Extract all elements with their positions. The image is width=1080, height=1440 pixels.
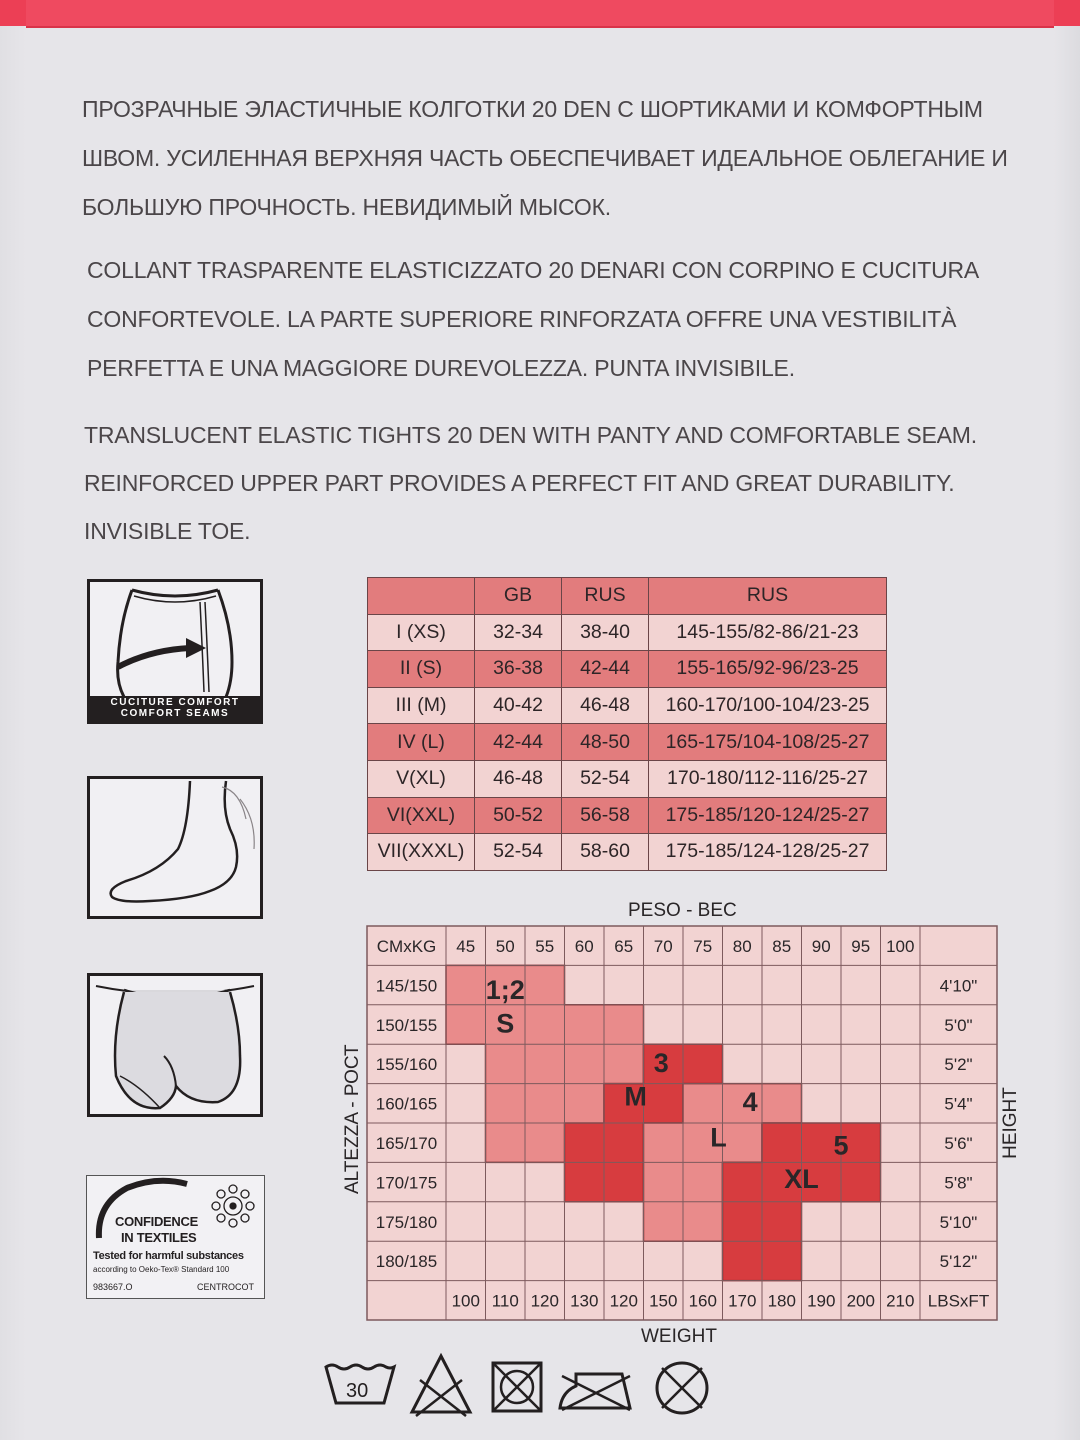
lbs-label: 190 xyxy=(807,1291,836,1311)
description-ru-line: ШВОМ. УСИЛЕННАЯ ВЕРХНЯЯ ЧАСТЬ ОБЕСПЕЧИВАЕТ ИДЕАЛЬНОЕ ОБЛЕГАНИЕ И xyxy=(82,145,1008,171)
lbs-label: 110 xyxy=(491,1291,519,1311)
kg-label: 80 xyxy=(732,937,752,956)
height-ft-label: 5'6" xyxy=(944,1134,973,1153)
chart-bottom-label: WEIGHT xyxy=(641,1326,717,1347)
size-table-cell: IV (L) xyxy=(368,724,475,761)
oeko-standard: according to Oeko-Tex® Standard 100 xyxy=(93,1265,230,1274)
wash-temp-label: 30 xyxy=(346,1380,369,1402)
zone-number-label: 1;2 xyxy=(485,974,525,1005)
zone-size-label: S xyxy=(496,1008,515,1039)
size-table-cell: 48-50 xyxy=(562,724,649,761)
zone-number-label: 4 xyxy=(742,1087,758,1118)
oeko-institute: CENTROCOT xyxy=(197,1282,254,1292)
oeko-title-2: IN TEXTILES xyxy=(121,1230,197,1245)
size-table-cell: 42-44 xyxy=(475,724,562,761)
height-ft-label: 5'2" xyxy=(944,1055,973,1075)
zone-size-label: M xyxy=(624,1081,647,1112)
zone-number-label: 5 xyxy=(833,1130,849,1161)
size-table-cell: 50-52 xyxy=(475,797,562,834)
size-table-cell: 175-185/124-128/25-27 xyxy=(649,834,887,871)
height-cm-label: 145/150 xyxy=(375,976,438,996)
kg-label: 90 xyxy=(811,937,831,956)
lbs-unit-label: LBSxFT xyxy=(927,1291,990,1311)
lbs-label: 100 xyxy=(451,1291,480,1311)
height-cm-label: 160/165 xyxy=(375,1094,438,1114)
no-iron-icon xyxy=(556,1362,638,1416)
chart-left-label: ALTEZZA - РОСТ xyxy=(342,1044,363,1194)
zone-size-label: L xyxy=(710,1122,727,1153)
oeko-number: 983667.O xyxy=(93,1282,133,1292)
height-ft-label: 5'12" xyxy=(939,1252,978,1272)
lbs-label: 160 xyxy=(688,1291,717,1311)
size-table-header-cell: GB xyxy=(475,578,562,615)
lbs-label: 130 xyxy=(570,1291,599,1311)
kg-label: 85 xyxy=(772,937,792,956)
height-cm-label: 180/185 xyxy=(375,1252,438,1272)
lbs-label: 210 xyxy=(886,1291,915,1311)
size-table-cell: VI(XXL) xyxy=(368,797,475,834)
lbs-label: 120 xyxy=(609,1291,638,1311)
size-table-cell: 58-60 xyxy=(562,834,649,871)
size-table-header-cell: RUS xyxy=(649,578,887,615)
no-dry-clean-icon xyxy=(652,1358,712,1418)
lbs-label: 120 xyxy=(530,1291,559,1311)
size-table-cell: 170-180/112-116/25-27 xyxy=(649,760,887,797)
size-table-cell: III (M) xyxy=(368,687,475,724)
kg-label: 100 xyxy=(886,937,915,956)
height-ft-label: 5'10" xyxy=(939,1212,978,1232)
height-cm-label: 170/175 xyxy=(375,1173,438,1193)
size-table-cell: 52-54 xyxy=(475,834,562,871)
size-table-cell: 160-170/100-104/23-25 xyxy=(649,687,887,724)
kg-label: 70 xyxy=(653,937,673,956)
size-table-cell: 165-175/104-108/25-27 xyxy=(649,724,887,761)
description-it-line: PERFETTA E UNA MAGGIORE DUREVOLEZZA. PUNTA INVISIBILE. xyxy=(87,355,795,381)
size-table-cell: 40-42 xyxy=(475,687,562,724)
height-ft-label: 5'0" xyxy=(944,1015,973,1035)
zone-number-label: 3 xyxy=(653,1047,669,1078)
description-it-line: COLLANT TRASPARENTE ELASTICIZZATO 20 DENARI CON CORPINO E CUCITURA xyxy=(87,257,980,283)
height-cm-label: 150/155 xyxy=(375,1015,438,1035)
comfort-seam-caption-1: CUCITURE COMFORT xyxy=(110,697,240,708)
kg-label: 65 xyxy=(614,937,634,956)
no-bleach-icon xyxy=(408,1352,474,1418)
chart-right-label: HEIGHT xyxy=(1000,1087,1021,1159)
chart-top-label: PESO - ВЕС xyxy=(628,900,737,921)
oeko-tested: Tested for harmful substances xyxy=(93,1250,244,1262)
comfort-seam-caption-2: COMFORT SEAMS xyxy=(120,708,230,719)
description-ru-line: БОЛЬШУЮ ПРОЧНОСТЬ. НЕВИДИМЫЙ МЫСОК. xyxy=(82,194,611,220)
kg-label: 50 xyxy=(495,937,515,956)
size-table-cell: 52-54 xyxy=(562,760,649,797)
height-cm-label: 175/180 xyxy=(375,1212,438,1232)
size-table-cell: II (S) xyxy=(368,651,475,688)
size-table-cell: V(XL) xyxy=(368,760,475,797)
size-table-cell: 42-44 xyxy=(562,651,649,688)
size-table-cell: 38-40 xyxy=(562,614,649,651)
size-table-cell: 145-155/82-86/21-23 xyxy=(649,614,887,651)
description-it-line: CONFORTEVOLE. LA PARTE SUPERIORE RINFORZATA OFFRE UNA VESTIBILITÀ xyxy=(87,306,957,332)
height-cm-label: 165/170 xyxy=(375,1134,438,1153)
height-cm-label: 155/160 xyxy=(375,1055,438,1075)
wash-30-icon xyxy=(322,1355,398,1415)
description-en-line: REINFORCED UPPER PART PROVIDES A PERFECT FIT AND GREAT DURABILITY. xyxy=(84,470,955,496)
size-table-cell: VII(XXXL) xyxy=(368,834,475,871)
description-en-line: TRANSLUCENT ELASTIC TIGHTS 20 DEN WITH PANTY AND COMFORTABLE SEAM. xyxy=(84,422,977,448)
zone-size-label: XL xyxy=(784,1164,819,1195)
size-table-cell: 46-48 xyxy=(475,760,562,797)
kg-label: 60 xyxy=(574,937,594,956)
description-ru-line: ПРОЗРАЧНЫЕ ЭЛАСТИЧНЫЕ КОЛГОТКИ 20 DEN С ШОРТИКАМИ И КОМФОРТНЫМ xyxy=(82,96,983,122)
height-ft-label: 5'8" xyxy=(944,1173,973,1193)
size-table-header-cell: RUS xyxy=(562,578,649,615)
height-ft-label: 4'10" xyxy=(939,976,978,996)
kg-label: 45 xyxy=(456,937,476,956)
size-table-cell: 155-165/92-96/23-25 xyxy=(649,651,887,688)
no-tumble-dry-icon xyxy=(490,1360,546,1416)
size-table-cell: 46-48 xyxy=(562,687,649,724)
kg-label: 55 xyxy=(535,937,555,956)
size-table-cell: 175-185/120-124/25-27 xyxy=(649,797,887,834)
kg-label: 75 xyxy=(693,937,713,956)
size-table-cell: I (XS) xyxy=(368,614,475,651)
size-table-cell: 56-58 xyxy=(562,797,649,834)
height-ft-label: 5'4" xyxy=(944,1094,973,1114)
oeko-title-1: CONFIDENCE xyxy=(115,1214,198,1229)
description-en-line: INVISIBLE TOE. xyxy=(84,518,251,544)
size-table-cell: 36-38 xyxy=(475,651,562,688)
size-table-cell: 32-34 xyxy=(475,614,562,651)
chart-corner-label: CMxKG xyxy=(376,937,437,956)
kg-label: 95 xyxy=(851,937,871,956)
lbs-label: 200 xyxy=(846,1291,875,1311)
lbs-label: 170 xyxy=(728,1291,757,1311)
lbs-label: 150 xyxy=(649,1291,678,1311)
lbs-label: 180 xyxy=(767,1291,796,1311)
